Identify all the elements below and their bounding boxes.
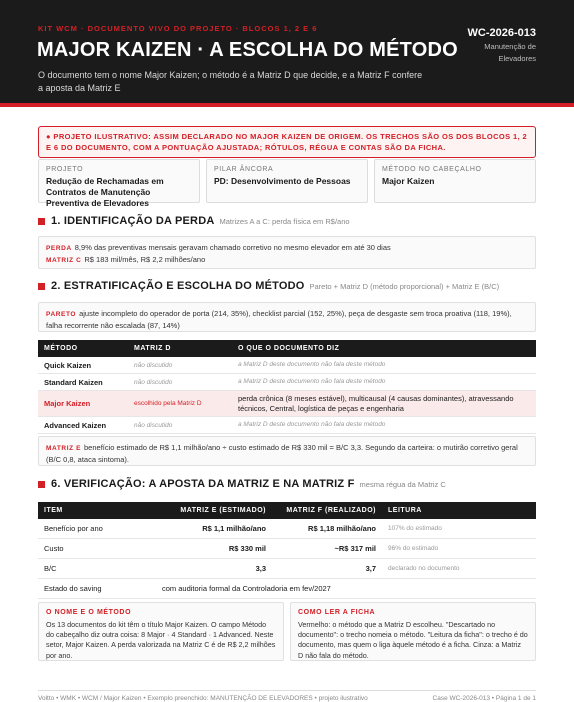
table-row xyxy=(38,417,536,434)
box-body: Vermelho: o método que a Matriz D escolheu. "Descartado no documento": o trecho nomeia o método. "Leitura da ficha": o trecho é do documento, mas quem o liga àquele método é a ficha. Cinza: a Matriz D não fala do método. xyxy=(298,620,528,660)
verification-table xyxy=(38,502,536,599)
card-label: PROJETO xyxy=(46,166,84,173)
pareto-note xyxy=(38,302,536,332)
page-subtitle: O documento tem o nome Major Kaizen; o método é a Matriz D que decide, e a Matriz F confere a aposta da Matriz E xyxy=(38,70,423,93)
pareto-tag: PARETO xyxy=(46,311,77,318)
footer-right: Case WC-2026-013 • Página 1 de 1 xyxy=(432,695,536,702)
table-row xyxy=(38,374,536,391)
item-name: Benefício por ano xyxy=(44,524,103,533)
estimated-value: 3,3 xyxy=(255,564,266,573)
section-6-heading xyxy=(38,478,446,490)
matrix-e-text: benefício estimado de R$ 1,1 milhão/ano ÷ custo estimado de R$ 330 mil = B/C 3,3. Segundo da carteira: o mutirão corretivo geral (B/C 0,8, ataca sintoma). xyxy=(46,443,518,464)
loss-text: 8,9% das preventivas mensais geravam chamado corretivo no mesmo elevador em até 30 dias xyxy=(74,243,391,252)
section-subtitle: mesma régua da Matriz C xyxy=(359,480,446,489)
matrix-d-status: escolhido pela Matriz D xyxy=(134,400,202,407)
column-header: MÉTODO xyxy=(44,345,78,352)
section-title: 1. IDENTIFICAÇÃO DA PERDA xyxy=(51,215,215,227)
column-header: O QUE O DOCUMENTO DIZ xyxy=(238,344,340,352)
card-project xyxy=(38,159,200,208)
box-title: COMO LER A FICHA xyxy=(298,609,376,616)
matrix-d-status: não discutido xyxy=(134,378,173,386)
method-name: Advanced Kaizen xyxy=(44,420,107,430)
table-row xyxy=(38,519,536,539)
estimated-value: R$ 1,1 milhão/ano xyxy=(202,524,266,533)
document-area: Manutenção de Elevadores xyxy=(484,42,536,63)
box-title: O NOME E O MÉTODO xyxy=(46,609,132,616)
pareto-text: ajuste incompleto do operador de porta (214, 35%), checklist parcial (152, 25%), peça de desgaste sem troca proativa (118, 19%), falha recorrente não escalada (87, 14%) xyxy=(46,309,512,330)
matrix-c-tag: MATRIZ C xyxy=(46,257,82,264)
table-row xyxy=(38,357,536,374)
card-value: Major Kaizen xyxy=(382,176,435,186)
loss-tag: PERDA xyxy=(46,245,72,252)
column-header: MATRIZ D xyxy=(134,345,171,352)
header-kicker: KIT WCM · DOCUMENTO VIVO DO PROJETO · BLOCOS 1, 2 E 6 xyxy=(38,24,318,33)
table-row xyxy=(38,539,536,559)
matrix-e-note xyxy=(38,436,536,466)
name-and-method-box xyxy=(38,602,284,661)
section-subtitle: Matrizes A a C: perda física em R$/ano xyxy=(219,217,350,226)
section-marker xyxy=(38,283,45,290)
matrix-c-text: R$ 183 mil/mês, R$ 2,2 milhões/ano xyxy=(84,255,206,264)
page-header xyxy=(0,0,574,107)
item-name: Custo xyxy=(44,544,64,553)
realized-value: ~R$ 317 mil xyxy=(334,544,376,553)
section-1-heading xyxy=(38,215,350,227)
method-table xyxy=(38,340,536,434)
column-header: LEITURA xyxy=(388,507,422,514)
info-cards xyxy=(38,159,536,208)
section-marker xyxy=(38,481,45,488)
reading: 96% do estimado xyxy=(388,545,439,552)
reading: declarado no documento xyxy=(388,565,460,572)
realized-value: 3,7 xyxy=(365,564,376,573)
section-2-heading xyxy=(38,280,499,292)
method-name: Major Kaizen xyxy=(44,399,91,408)
matrix-d-status: não discutido xyxy=(134,421,173,429)
reading: 107% do estimado xyxy=(388,525,442,532)
box-body: Os 13 documentos do kit têm o título Major Kaizen. O campo Método do cabeçalho diz outra coisa: 8 Major · 4 Standard · 1 Advanced. Neste setor, Major Kaizen. A perda valorizada na Matriz C é de R$ 2,2 milhões por ano. xyxy=(46,620,276,660)
page-footer xyxy=(38,690,536,702)
card-pillar xyxy=(206,159,368,203)
matrix-d-status: não discutido xyxy=(134,361,173,369)
document-code: WC-2026-013 xyxy=(467,27,536,39)
document-says: perda crônica (8 meses estável), multicausal (4 causas dominantes), atravessando técnicos, Central, logística de peças e engenharia xyxy=(238,393,514,413)
illustrative-warning: ● PROJETO ILUSTRATIVO: ASSIM DECLARADO NO MAJOR KAIZEN DE ORIGEM. OS TRECHOS SÃO OS DOS BLOCOS 1, 2 E 6 DO DOCUMENTO, COM A PONTUAÇÃO AJUSTADA; RÓTULOS, RÉGUA E CONTAS SÃO DA FICHA. xyxy=(38,126,536,158)
table-row-selected xyxy=(38,391,536,417)
matrix-e-tag: MATRIZ E xyxy=(46,445,82,452)
method-name: Quick Kaizen xyxy=(44,360,92,370)
section-marker xyxy=(38,218,45,225)
section-title: 6. VERIFICAÇÃO: A APOSTA DA MATRIZ E NA MATRIZ F xyxy=(51,478,355,490)
table-header xyxy=(38,340,536,357)
column-header: MATRIZ F (REALIZADO) xyxy=(286,507,376,514)
card-method xyxy=(374,159,536,203)
table-row xyxy=(38,579,536,599)
table-row xyxy=(38,559,536,579)
realized-value: R$ 1,18 milhão/ano xyxy=(308,524,376,533)
estimated-value: R$ 330 mil xyxy=(228,544,266,553)
section-title: 2. ESTRATIFICAÇÃO E ESCOLHA DO MÉTODO xyxy=(51,280,305,292)
item-name: B/C xyxy=(44,564,57,573)
footer-left: Voltto • WMK • WCM / Major Kaizen • Exemplo preenchido: MANUTENÇÃO DE ELEVADORES • projeto ilustrativo xyxy=(38,695,368,702)
how-to-read-box xyxy=(290,602,536,661)
table-header xyxy=(38,502,536,519)
document-says: a Matriz D deste documento não fala deste método xyxy=(238,421,386,428)
saving-status: com auditoria formal da Controladoria em fev/2027 xyxy=(162,584,331,593)
section-subtitle: Pareto + Matriz D (método proporcional) + Matriz E (B/C) xyxy=(309,282,500,291)
document-says: a Matriz D deste documento não fala deste método xyxy=(238,378,386,385)
document-says: a Matriz D deste documento não fala deste método xyxy=(238,361,386,368)
loss-note xyxy=(38,236,536,269)
card-label: PILAR ÂNCORA xyxy=(214,166,274,173)
method-name: Standard Kaizen xyxy=(44,377,103,387)
item-name: Estado do saving xyxy=(44,584,102,593)
card-value: Redução de Rechamadas em Contratos de Manutenção Preventiva de Elevadores xyxy=(46,176,164,208)
column-header: MATRIZ E (ESTIMADO) xyxy=(180,507,266,514)
page-title: MAJOR KAIZEN · A ESCOLHA DO MÉTODO xyxy=(37,39,458,61)
card-value: PD: Desenvolvimento de Pessoas xyxy=(214,176,351,186)
card-label: MÉTODO NO CABEÇALHO xyxy=(382,166,482,173)
column-header: ITEM xyxy=(44,507,63,514)
